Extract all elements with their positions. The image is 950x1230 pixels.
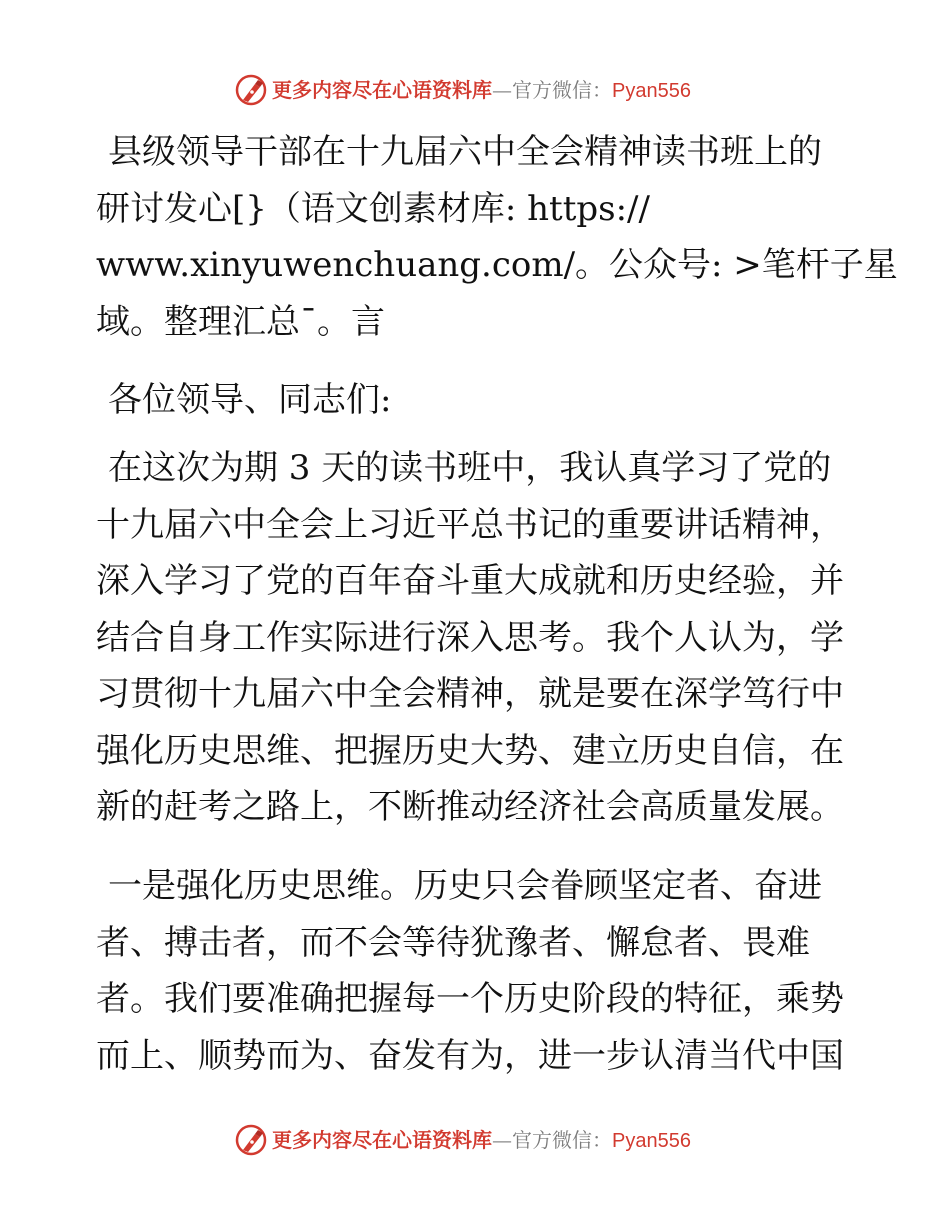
paragraph-line: 在这次为期 3 天的读书班中，我认真学习了党的 bbox=[108, 448, 832, 488]
banner-text bbox=[272, 76, 691, 105]
pen-nib-logo-icon bbox=[234, 1123, 268, 1157]
paragraph-line: 而上、顺势而为、奋发有为，进一步认清当代中国 bbox=[96, 1035, 844, 1076]
brand-text: 更多内容尽在心语资料库 bbox=[272, 78, 492, 102]
title-line: www.xinyuwenchuang.com/。公众号: >笔杆子星 bbox=[96, 245, 898, 285]
banner-dash: — bbox=[492, 1128, 512, 1152]
wechat-label: 官方微信： bbox=[512, 78, 612, 102]
paragraph-line: 者。我们要准确把握每一个历史阶段的特征，乘势 bbox=[96, 979, 844, 1019]
footer-watermark-banner bbox=[0, 1120, 950, 1160]
title-line: 研讨发心[}（语文创素材库: https:// bbox=[96, 188, 650, 229]
pen-nib-logo-icon bbox=[234, 73, 268, 107]
paragraph-line: 习贯彻十九届六中全会精神，就是要在深学笃行中 bbox=[96, 674, 844, 714]
greeting-line: 各位领导、同志们: bbox=[108, 380, 392, 420]
paragraph-line: 结合自身工作实际进行深入思考。我个人认为，学 bbox=[96, 617, 844, 658]
paragraph-line: 强化历史思维、把握历史大势、建立历史自信，在 bbox=[96, 730, 844, 771]
wechat-label: 官方微信： bbox=[512, 1128, 612, 1152]
header-watermark-banner bbox=[0, 70, 950, 110]
paragraph-line: 者、搏击者，而不会等待犹豫者、懈怠者、畏难 bbox=[96, 922, 810, 963]
wechat-handle: Pyan556 bbox=[612, 80, 691, 102]
paragraph-line: 十九届六中全会上习近平总书记的重要讲话精神， bbox=[96, 504, 844, 545]
paragraph-line: 深入学习了党的百年奋斗重大成就和历史经验，并 bbox=[96, 561, 844, 601]
banner-text bbox=[272, 1126, 691, 1155]
paragraph-line: 一是强化历史思维。历史只会眷顾坚定者、奋进 bbox=[108, 866, 822, 906]
document-title bbox=[96, 124, 898, 350]
title-line: 县级领导干部在十九届六中全会精神读书班上的 bbox=[108, 132, 822, 172]
wechat-handle: Pyan556 bbox=[612, 1130, 691, 1152]
brand-text: 更多内容尽在心语资料库 bbox=[272, 1128, 492, 1152]
greeting bbox=[96, 372, 856, 429]
title-line: 域。整理汇总¯。言 bbox=[96, 301, 385, 342]
paragraph-intro bbox=[96, 440, 856, 836]
paragraph-line: 新的赶考之路上，不断推动经济社会高质量发展。 bbox=[96, 787, 844, 827]
paragraph-history-thinking bbox=[96, 858, 856, 1084]
banner-dash: — bbox=[492, 78, 512, 102]
